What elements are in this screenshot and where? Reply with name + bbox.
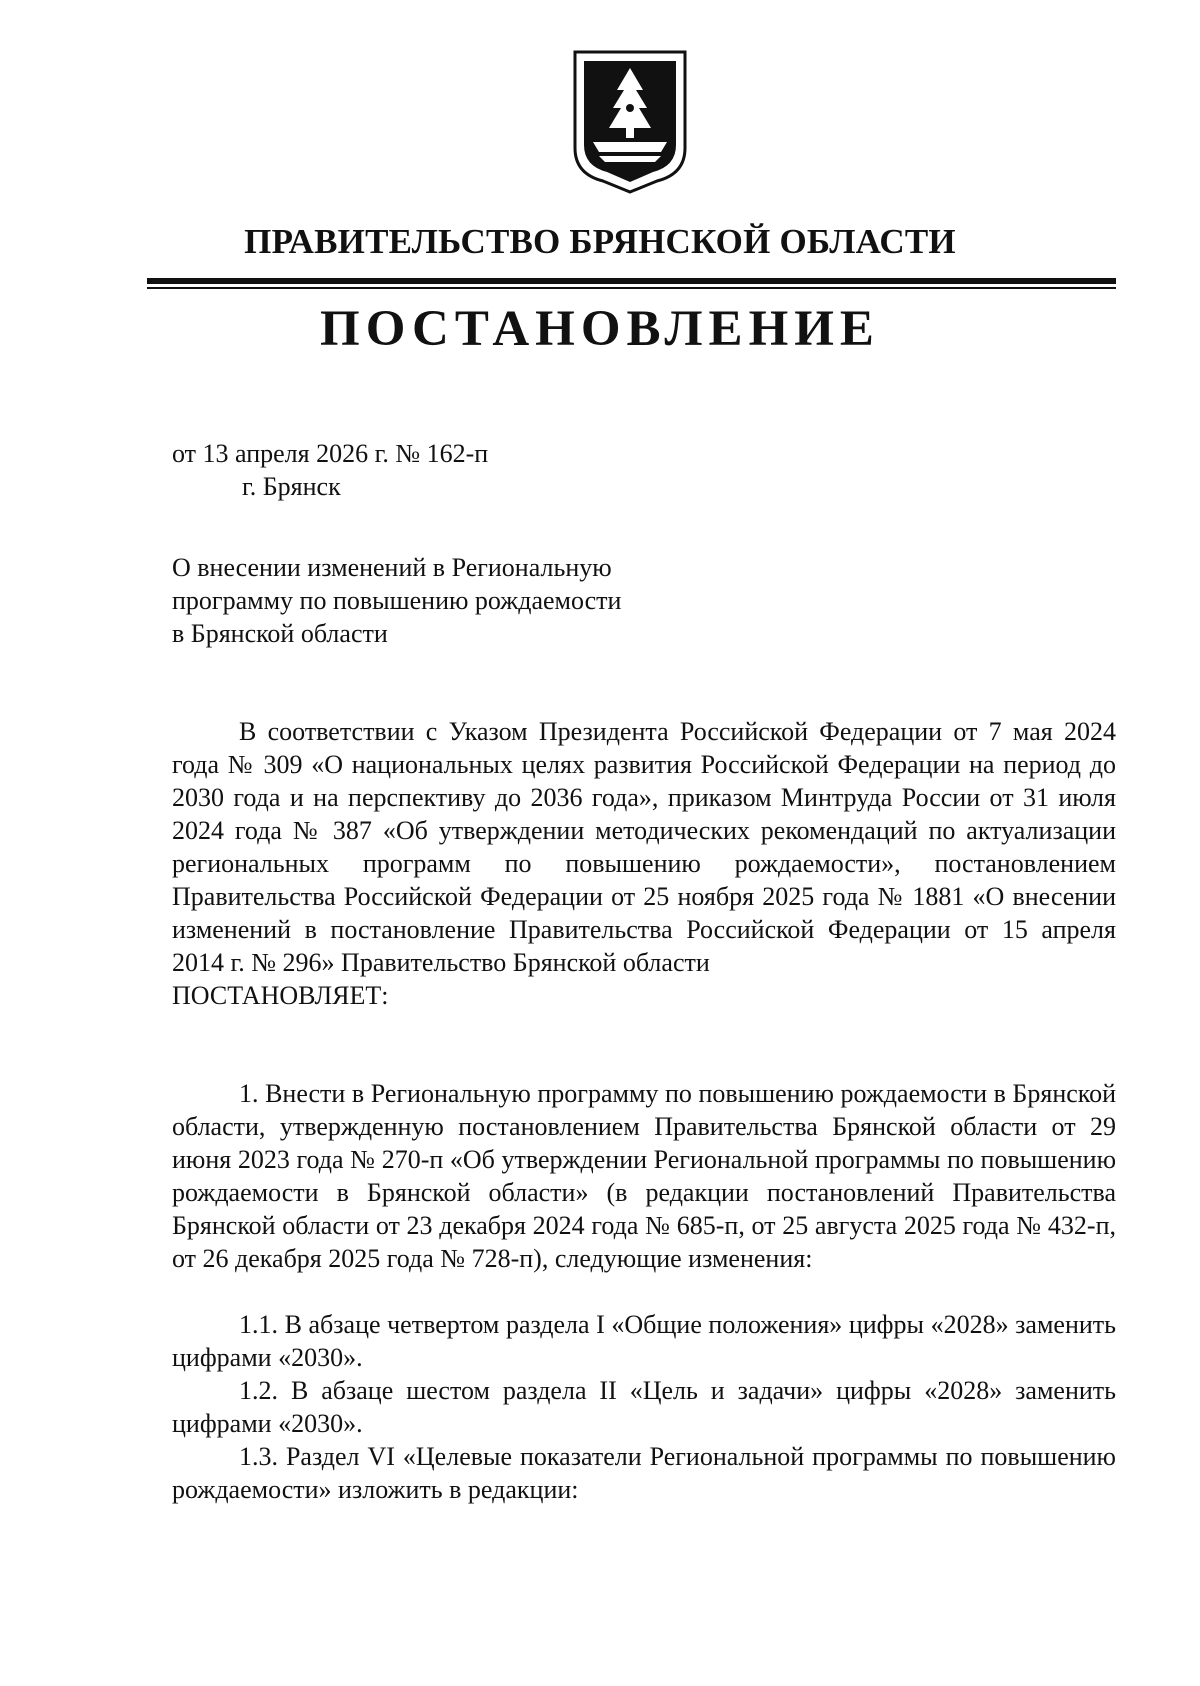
preamble-text: В соответствии с Указом Президента Российской Федерации от 7 мая 2024 года № 309 «О национальных целях развития Российской Федерации на период до 2030 года и на перспективу до 2036 года», приказом Минтруда России от 31 июля 2024 года № 387 «Об утверждении методических рекомендаций по актуализации региональных программ по повышению рождаемости», постановлением Правительства Российской Федерации от 25 ноября 2025 года № 1881 «О внесении изменений в постановление Правительства Российской Федерации от 15 апреля 2014 г. № 296» Правительство Брянской области xyxy=(172,717,1116,977)
date-number-line: от 13 апреля 2026 г. № 162-п xyxy=(172,439,489,468)
organization-name: ПРАВИТЕЛЬСТВО БРЯНСКОЙ ОБЛАСТИ xyxy=(244,222,956,261)
item-text: 1. Внести в Региональную программу по повышению рождаемости в Брянской области, утвержденную постановлением Правительства Брянской области от 29 июня 2023 года № 270-п «Об утверждении Региональной программы по повышению рождаемости в Брянской области» (в редакции постановлений Правительства Брянской области от 23 декабря 2024 года № 685-п, от 25 августа 2025 года № 432-п, от 26 декабря 2025 года № 728-п), следующие изменения: xyxy=(172,1079,1116,1273)
subject-line: программу по повышению рождаемости xyxy=(172,586,622,615)
subject-line: в Брянской области xyxy=(172,619,388,648)
document-type-title: ПОСТАНОВЛЕНИЕ xyxy=(320,301,880,357)
coat-of-arms-emblem xyxy=(571,48,689,195)
item-text: 1.2. В абзаце шестом раздела II «Цель и задачи» цифры «2028» заменить цифрами «2030». xyxy=(172,1376,1116,1438)
resolves-word: ПОСТАНОВЛЯЕТ: xyxy=(172,981,389,1010)
preamble-paragraph xyxy=(172,715,1116,1012)
document-subject xyxy=(172,551,621,650)
item-text: 1.3. Раздел VI «Целевые показатели Региональной программы по повышению рождаемости» изложить в редакции: xyxy=(172,1442,1116,1504)
item-1-1 xyxy=(172,1308,1116,1374)
item-1-2 xyxy=(172,1374,1116,1440)
item-1 xyxy=(172,1077,1116,1275)
subject-line: О внесении изменений в Региональную xyxy=(172,553,612,582)
header-rule-thin xyxy=(147,287,1116,289)
item-1-3 xyxy=(172,1440,1116,1506)
item-text: 1.1. В абзаце четвертом раздела I «Общие положения» цифры «2028» заменить цифрами «2030». xyxy=(172,1310,1116,1372)
header-rule-thick xyxy=(147,278,1116,284)
city-line: г. Брянск xyxy=(242,472,341,501)
